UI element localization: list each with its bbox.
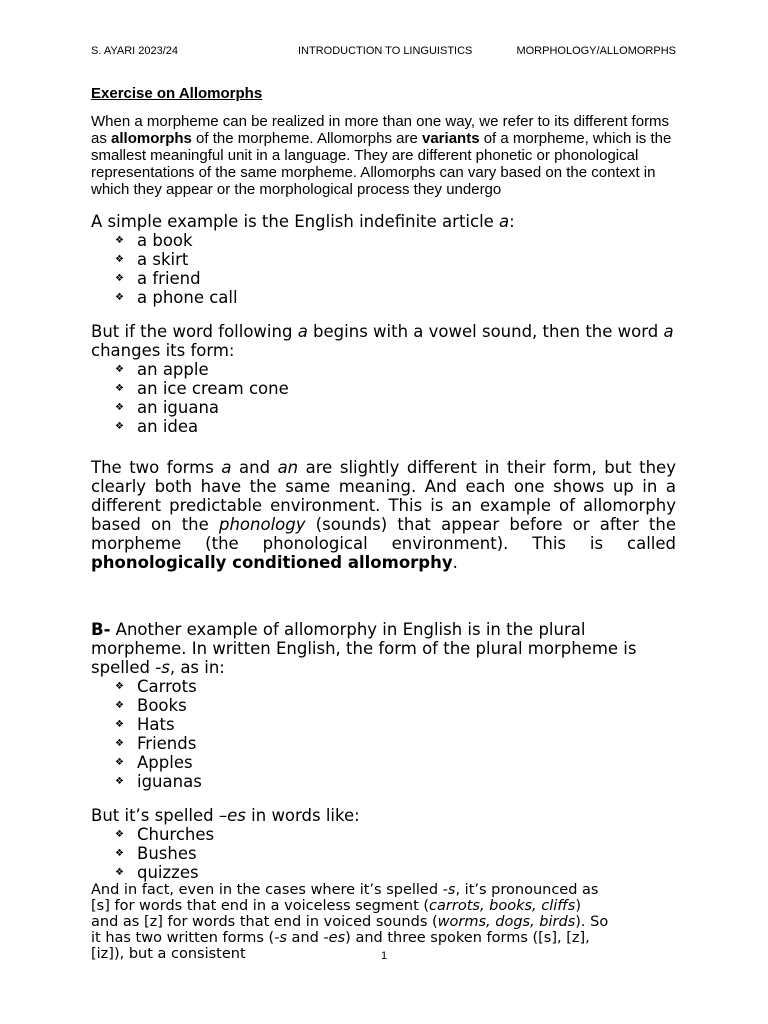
example-an-intro: But if the word following a begins with a vowel sound, then the word a changes its form: [91,322,674,360]
list-item: ❖ an apple [115,360,676,379]
pronunciation-paragraph: And in fact, even in the cases where it’s spelled -s, it’s pronounced as [s] for words that end in a voiceless segment (carrots, books, cliffs) and as [z] for words that end in voiced sounds (worms, dogs, birds). So it has two written forms (-s and -es) and three spoken forms ([s], [z], [iz]), but a consistent [91,882,609,962]
example-an-list [91,360,676,436]
list-item: ❖ quizzes [115,863,676,882]
es-intro: But it’s spelled –es in words like: [91,806,360,825]
list-item: ❖ Churches [115,825,676,844]
list-item: ❖ an idea [115,417,676,436]
page-number: 1 [380,950,388,962]
list-item: ❖ a phone call [115,288,676,307]
list-item: ❖ Carrots [115,677,676,696]
example-a-list [91,231,676,307]
section-b-intro: B- Another example of allomorphy in English is in the plural morpheme. In written English, the form of the plural morpheme is spelled -s, as in: [91,620,637,677]
phonological-paragraph: The two forms a and an are slightly different in their form, but they clearly both have the same meaning. And each one shows up in a different predictable environment. This is an example of allomorphy based on the phonology (sounds) that appear before or after the morpheme (the phonological environment). This is called phonologically conditioned allomorphy. [91,458,676,572]
list-item: ❖ an ice cream cone [115,379,676,398]
list-item: ❖ Books [115,696,676,715]
intro-paragraph: When a morpheme can be realized in more than one way, we refer to its different forms as allomorphs of the morpheme. Allomorphs are variants of a morpheme, which is the smallest meaningful unit in a language. They are different phonetic or phonological representations of the same morpheme. Allomorphs can vary based on the context in which they appear or the morphological process they undergo [91,113,672,198]
exercise-title: Exercise on Allomorphs [91,85,263,102]
list-item: ❖ Apples [115,753,676,772]
list-item: ❖ Hats [115,715,676,734]
header-topic: MORPHOLOGY/ALLOMORPHS [516,45,676,57]
document-body [91,85,676,962]
plural-es-list [91,825,676,882]
header-course: INTRODUCTION TO LINGUISTICS [298,45,473,57]
list-item: ❖ iguanas [115,772,676,791]
list-item: ❖ a skirt [115,250,676,269]
page-header [91,45,676,59]
example-a-intro: A simple example is the English indefinite article a: [91,212,515,231]
list-item: ❖ a friend [115,269,676,288]
plural-s-list [91,677,676,791]
list-item: ❖ Bushes [115,844,676,863]
list-item: ❖ a book [115,231,676,250]
header-author: S. AYARI 2023/24 [91,45,179,57]
list-item: ❖ an iguana [115,398,676,417]
list-item: ❖ Friends [115,734,676,753]
